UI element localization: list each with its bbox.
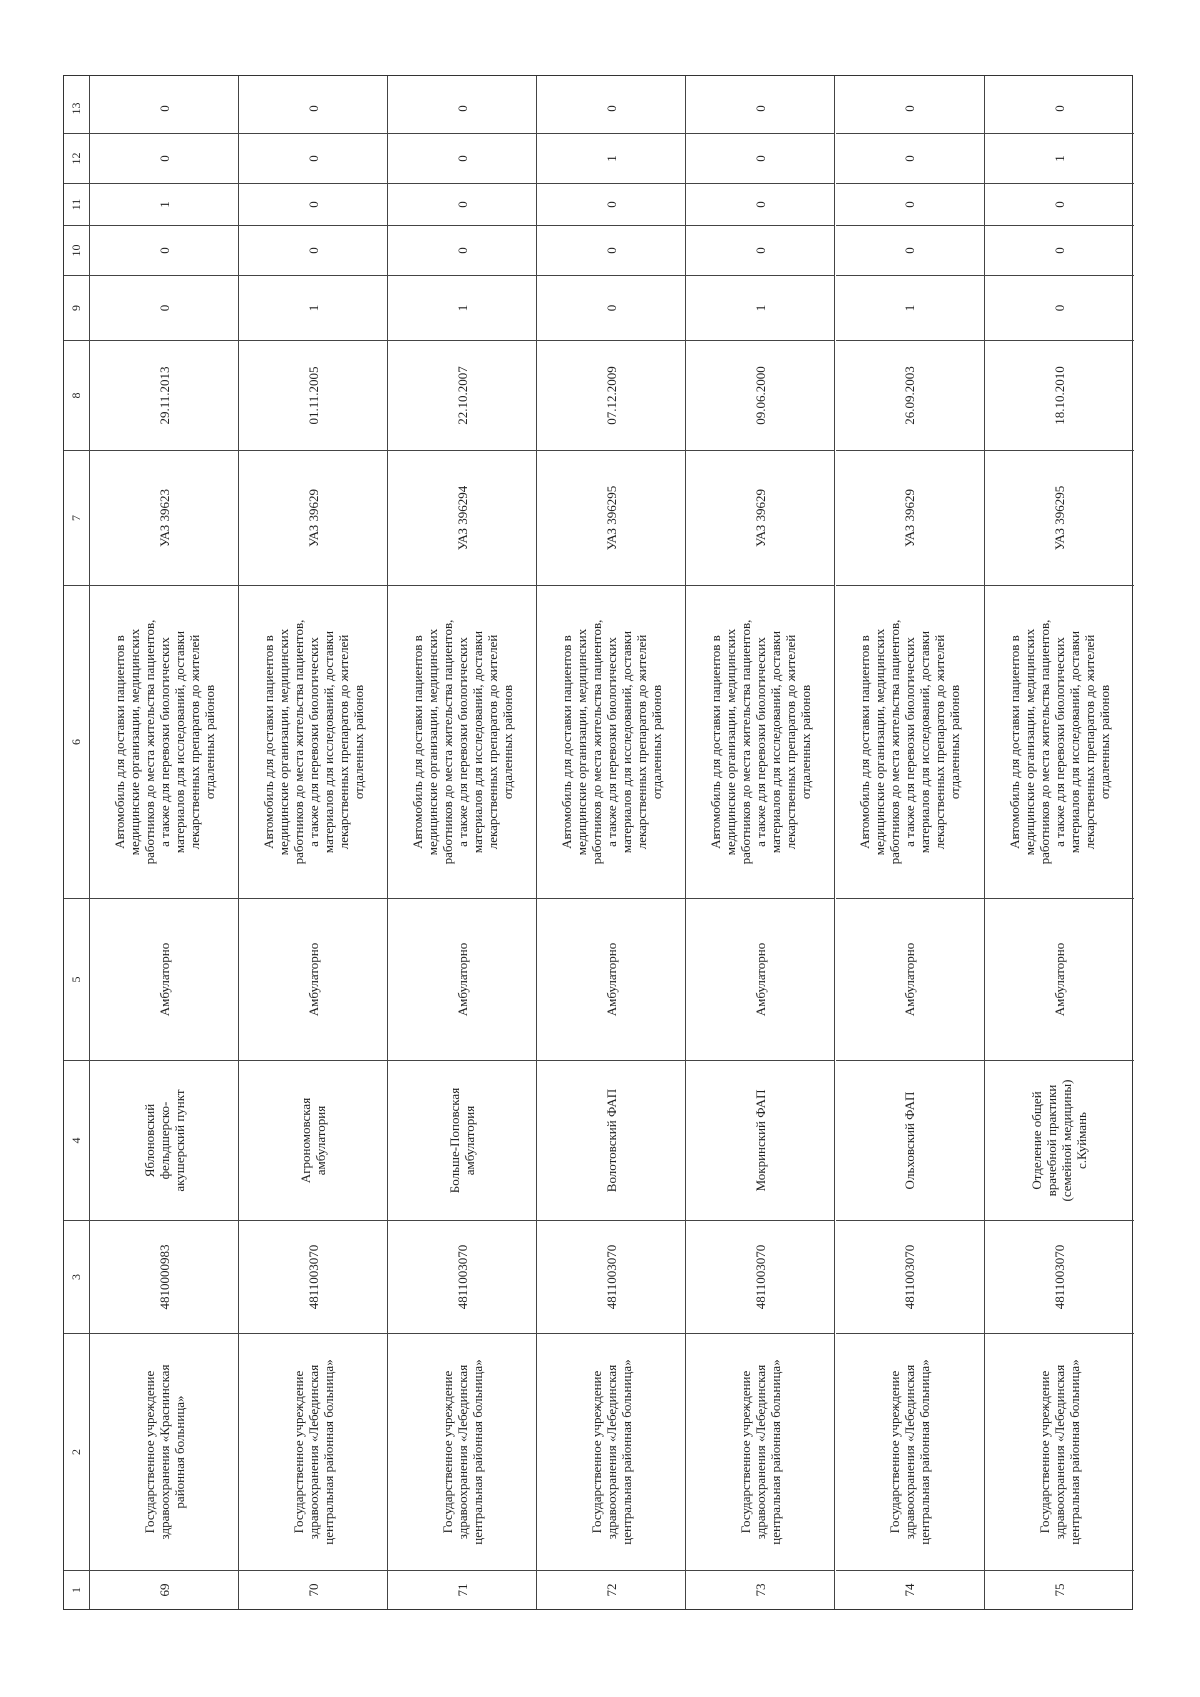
- table-cell: [388, 183, 536, 225]
- header-cell: [64, 84, 89, 133]
- inn: 4810000983: [156, 1244, 172, 1310]
- registration-date: 01.11.2005: [305, 366, 321, 425]
- col11-value: 1: [156, 201, 172, 208]
- column-number: 8: [69, 392, 83, 399]
- vehicle-purpose: Автомобиль для доставки пациентов в медицинские организации, медицинских работников до места жительства пациентов, а также для перевозки биологических материалов для исследований, доставки лекарственных препаратов до жителей отдаленных районов: [111, 619, 217, 865]
- table-cell: [388, 1333, 536, 1570]
- department: Агрономовская амбулатория: [298, 1097, 329, 1184]
- table-cell: [686, 1060, 834, 1220]
- col9-value: 1: [902, 304, 918, 312]
- table-cell: [836, 1060, 984, 1220]
- vehicle-model: УАЗ 39629: [752, 488, 768, 548]
- col10-value: 0: [454, 247, 470, 254]
- table-cell: [836, 1570, 984, 1609]
- service-mode: Амбулаторно: [752, 942, 768, 1017]
- table-cell: [90, 1220, 238, 1333]
- service-mode: Амбулаторно: [1051, 942, 1067, 1017]
- table-cell: [239, 450, 387, 585]
- table-row: [90, 76, 239, 1609]
- registration-date: 09.06.2000: [752, 366, 768, 425]
- department: Мокринский ФАП: [752, 1089, 768, 1192]
- table-cell: [985, 275, 1134, 340]
- table-cell: [686, 340, 834, 450]
- table-cell: [985, 450, 1134, 585]
- table-cell: [537, 84, 685, 133]
- table-cell: [985, 585, 1134, 898]
- vehicle-purpose: Автомобиль для доставки пациентов в медицинские организации, медицинских работников до места жительства пациентов, а также для перевозки биологических материалов для исследований, доставки лекарственных препаратов до жителей отдаленных районов: [707, 619, 813, 865]
- registration-date: 29.11.2013: [156, 366, 172, 425]
- table-row: [686, 76, 835, 1609]
- table-cell: [836, 585, 984, 898]
- header-cell: [64, 275, 89, 340]
- col9-value: 0: [156, 304, 172, 312]
- col13-value: 0: [752, 105, 768, 112]
- col12-value: 0: [454, 155, 470, 162]
- inn: 4811003070: [752, 1244, 768, 1310]
- department: Больше-Поповская амбулатория: [447, 1087, 478, 1194]
- row-number: 69: [156, 1583, 172, 1597]
- col10-value: 0: [305, 247, 321, 254]
- vehicle-model: УАЗ 39629: [902, 488, 918, 548]
- table-header-row: [64, 76, 90, 1609]
- table-cell: [836, 133, 984, 183]
- table-cell: [388, 585, 536, 898]
- vehicle-model: УАЗ 39623: [156, 488, 172, 548]
- col11-value: 0: [603, 201, 619, 208]
- table-cell: [239, 898, 387, 1060]
- row-number: 72: [603, 1583, 619, 1597]
- table-cell: [239, 1220, 387, 1333]
- table-cell: [90, 183, 238, 225]
- table-cell: [686, 585, 834, 898]
- column-number: 6: [69, 739, 83, 745]
- organization: Государственное учреждение здравоохранения «Лебединская центральная районная больница»: [1036, 1359, 1082, 1545]
- table-cell: [686, 1333, 834, 1570]
- table-cell: [90, 1060, 238, 1220]
- table-cell: [90, 275, 238, 340]
- inn: 4811003070: [902, 1244, 918, 1310]
- col10-value: 0: [752, 247, 768, 254]
- table-cell: [90, 585, 238, 898]
- column-number: 11: [69, 198, 83, 211]
- inn: 4811003070: [305, 1244, 321, 1310]
- table-cell: [239, 1333, 387, 1570]
- table-cell: [90, 225, 238, 275]
- table-cell: [686, 84, 834, 133]
- table-cell: [836, 84, 984, 133]
- registration-date: 07.12.2009: [603, 366, 619, 425]
- col9-value: 1: [305, 304, 321, 312]
- column-number: 9: [69, 305, 83, 311]
- header-cell: [64, 340, 89, 450]
- col12-value: 1: [1051, 155, 1067, 162]
- table-cell: [537, 275, 685, 340]
- col13-value: 0: [603, 105, 619, 112]
- table-cell: [239, 84, 387, 133]
- table-cell: [985, 183, 1134, 225]
- col12-value: 0: [156, 155, 172, 162]
- table-cell: [90, 84, 238, 133]
- col13-value: 0: [454, 105, 470, 112]
- table-cell: [239, 1570, 387, 1609]
- col9-value: 0: [1051, 304, 1067, 312]
- column-number: 1: [69, 1587, 83, 1593]
- service-mode: Амбулаторно: [902, 942, 918, 1017]
- table-row: [537, 76, 686, 1609]
- table-cell: [388, 1570, 536, 1609]
- col10-value: 0: [902, 247, 918, 254]
- organization: Государственное учреждение здравоохранения «Лебединская центральная районная больница»: [737, 1359, 783, 1545]
- header-cell: [64, 183, 89, 225]
- table-cell: [239, 225, 387, 275]
- table-cell: [388, 1220, 536, 1333]
- department: Волотовский ФАП: [603, 1088, 619, 1193]
- table-cell: [686, 183, 834, 225]
- department: Ольховский ФАП: [902, 1091, 918, 1190]
- vehicle-model: УАЗ 396294: [454, 485, 470, 551]
- department: Отделение общей врачебной практики (семейной медицины) с.Куймань: [1029, 1079, 1090, 1202]
- table-cell: [836, 450, 984, 585]
- col13-value: 0: [305, 105, 321, 112]
- table-cell: [239, 585, 387, 898]
- organization: Государственное учреждение здравоохранения «Лебединская центральная районная больница»: [439, 1359, 485, 1545]
- vehicle-purpose: Автомобиль для доставки пациентов в медицинские организации, медицинских работников до места жительства пациентов, а также для перевозки биологических материалов для исследований, доставки лекарственных препаратов до жителей отдаленных районов: [1006, 619, 1112, 865]
- vehicle-purpose: Автомобиль для доставки пациентов в медицинские организации, медицинских работников до места жительства пациентов, а также для перевозки биологических материалов для исследований, доставки лекарственных препаратов до жителей отдаленных районов: [857, 619, 963, 865]
- table-row: [985, 76, 1134, 1609]
- table-cell: [985, 1570, 1134, 1609]
- table-cell: [985, 898, 1134, 1060]
- row-number: 74: [902, 1583, 918, 1597]
- col11-value: 0: [752, 201, 768, 208]
- table-cell: [388, 1060, 536, 1220]
- table-cell: [537, 225, 685, 275]
- table-cell: [90, 133, 238, 183]
- vehicle-purpose: Автомобиль для доставки пациентов в медицинские организации, медицинских работников до места жительства пациентов, а также для перевозки биологических материалов для исследований, доставки лекарственных препаратов до жителей отдаленных районов: [260, 619, 366, 865]
- table-cell: [90, 1570, 238, 1609]
- registration-date: 26.09.2003: [902, 366, 918, 425]
- column-number: 12: [69, 152, 83, 165]
- table-cell: [90, 450, 238, 585]
- inn: 4811003070: [1051, 1244, 1067, 1310]
- table-cell: [836, 898, 984, 1060]
- column-number: 10: [69, 244, 83, 257]
- table-cell: [537, 340, 685, 450]
- table-cell: [388, 450, 536, 585]
- table-cell: [388, 898, 536, 1060]
- col9-value: 0: [603, 304, 619, 312]
- table-cell: [836, 1220, 984, 1333]
- service-mode: Амбулаторно: [305, 942, 321, 1017]
- table-cell: [537, 1570, 685, 1609]
- table-cell: [537, 1333, 685, 1570]
- table-cell: [686, 898, 834, 1060]
- table-cell: [836, 275, 984, 340]
- inn: 4811003070: [454, 1244, 470, 1310]
- table-cell: [90, 898, 238, 1060]
- col13-value: 0: [902, 105, 918, 112]
- table-cell: [388, 340, 536, 450]
- table-row: [239, 76, 388, 1609]
- col11-value: 0: [1051, 201, 1067, 208]
- column-number: 7: [69, 515, 83, 521]
- header-cell: [64, 585, 89, 898]
- table-cell: [537, 133, 685, 183]
- col9-value: 1: [752, 304, 768, 312]
- column-number: 5: [69, 976, 83, 983]
- header-cell: [64, 133, 89, 183]
- organization: Государственное учреждение здравоохранения «Лебединская центральная районная больница»: [887, 1359, 933, 1545]
- header-cell: [64, 1570, 89, 1609]
- table-row: [388, 76, 537, 1609]
- column-number: 4: [69, 1137, 83, 1144]
- vehicle-purpose: Автомобиль для доставки пациентов в медицинские организации, медицинских работников до места жительства пациентов, а также для перевозки биологических материалов для исследований, доставки лекарственных препаратов до жителей отдаленных районов: [409, 619, 515, 865]
- table-cell: [985, 225, 1134, 275]
- row-number: 70: [305, 1583, 321, 1597]
- table-cell: [537, 1060, 685, 1220]
- table-cell: [985, 84, 1134, 133]
- table-cell: [836, 1333, 984, 1570]
- column-number: 13: [69, 102, 83, 115]
- col9-value: 1: [454, 304, 470, 312]
- table-cell: [537, 450, 685, 585]
- vehicle-model: УАЗ 396295: [1051, 485, 1067, 551]
- col10-value: 0: [603, 247, 619, 254]
- column-number: 2: [69, 1449, 83, 1455]
- col12-value: 0: [902, 155, 918, 162]
- header-cell: [64, 450, 89, 585]
- table-cell: [537, 183, 685, 225]
- column-number: 3: [69, 1274, 83, 1280]
- table-cell: [836, 225, 984, 275]
- table-cell: [537, 1220, 685, 1333]
- col10-value: 0: [156, 247, 172, 254]
- col11-value: 0: [305, 201, 321, 208]
- table-cell: [686, 225, 834, 275]
- table-cell: [686, 1570, 834, 1609]
- table-cell: [686, 1220, 834, 1333]
- service-mode: Амбулаторно: [603, 942, 619, 1017]
- inn: 4811003070: [603, 1244, 619, 1310]
- vehicle-purpose: Автомобиль для доставки пациентов в медицинские организации, медицинских работников до места жительства пациентов, а также для перевозки биологических материалов для исследований, доставки лекарственных препаратов до жителей отдаленных районов: [558, 619, 664, 865]
- col12-value: 1: [603, 155, 619, 162]
- header-cell: [64, 1060, 89, 1220]
- col12-value: 0: [305, 155, 321, 162]
- table-cell: [90, 1333, 238, 1570]
- table-cell: [985, 1060, 1134, 1220]
- header-cell: [64, 1220, 89, 1333]
- table-cell: [388, 225, 536, 275]
- table-cell: [686, 133, 834, 183]
- table-cell: [239, 183, 387, 225]
- department: Яблоновский фельдшерско- акушерский пункт: [141, 1089, 187, 1192]
- table-cell: [686, 450, 834, 585]
- table-cell: [985, 1333, 1134, 1570]
- registration-date: 22.10.2007: [454, 366, 470, 425]
- table-cell: [388, 275, 536, 340]
- organization: Государственное учреждение здравоохранения «Лебединская центральная районная больница»: [588, 1359, 634, 1545]
- header-cell: [64, 1333, 89, 1570]
- table-cell: [239, 1060, 387, 1220]
- table-row: [836, 76, 985, 1609]
- service-mode: Амбулаторно: [156, 942, 172, 1017]
- row-number: 73: [752, 1583, 768, 1597]
- service-mode: Амбулаторно: [454, 942, 470, 1017]
- row-number: 71: [454, 1583, 470, 1597]
- vehicle-model: УАЗ 39629: [305, 488, 321, 548]
- table-cell: [388, 84, 536, 133]
- col12-value: 0: [752, 155, 768, 162]
- col13-value: 0: [156, 105, 172, 112]
- col11-value: 0: [902, 201, 918, 208]
- table-cell: [537, 898, 685, 1060]
- table-cell: [239, 275, 387, 340]
- col13-value: 0: [1051, 105, 1067, 112]
- header-cell: [64, 898, 89, 1060]
- header-cell: [64, 225, 89, 275]
- table-cell: [836, 340, 984, 450]
- table-cell: [985, 133, 1134, 183]
- table-cell: [985, 1220, 1134, 1333]
- row-number: 75: [1051, 1583, 1067, 1597]
- organization: Государственное учреждение здравоохранения «Лебединская центральная районная больница»: [290, 1359, 336, 1545]
- table-cell: [388, 133, 536, 183]
- vehicle-table: [63, 75, 1133, 1610]
- table-cell: [836, 183, 984, 225]
- table-cell: [239, 133, 387, 183]
- col11-value: 0: [454, 201, 470, 208]
- organization: Государственное учреждение здравоохранения «Краснинская районная больница»: [141, 1364, 187, 1540]
- vehicle-model: УАЗ 396295: [603, 485, 619, 551]
- table-cell: [686, 275, 834, 340]
- table-cell: [90, 340, 238, 450]
- col10-value: 0: [1051, 247, 1067, 254]
- registration-date: 18.10.2010: [1051, 366, 1067, 425]
- table-cell: [239, 340, 387, 450]
- table-cell: [537, 585, 685, 898]
- table-cell: [985, 340, 1134, 450]
